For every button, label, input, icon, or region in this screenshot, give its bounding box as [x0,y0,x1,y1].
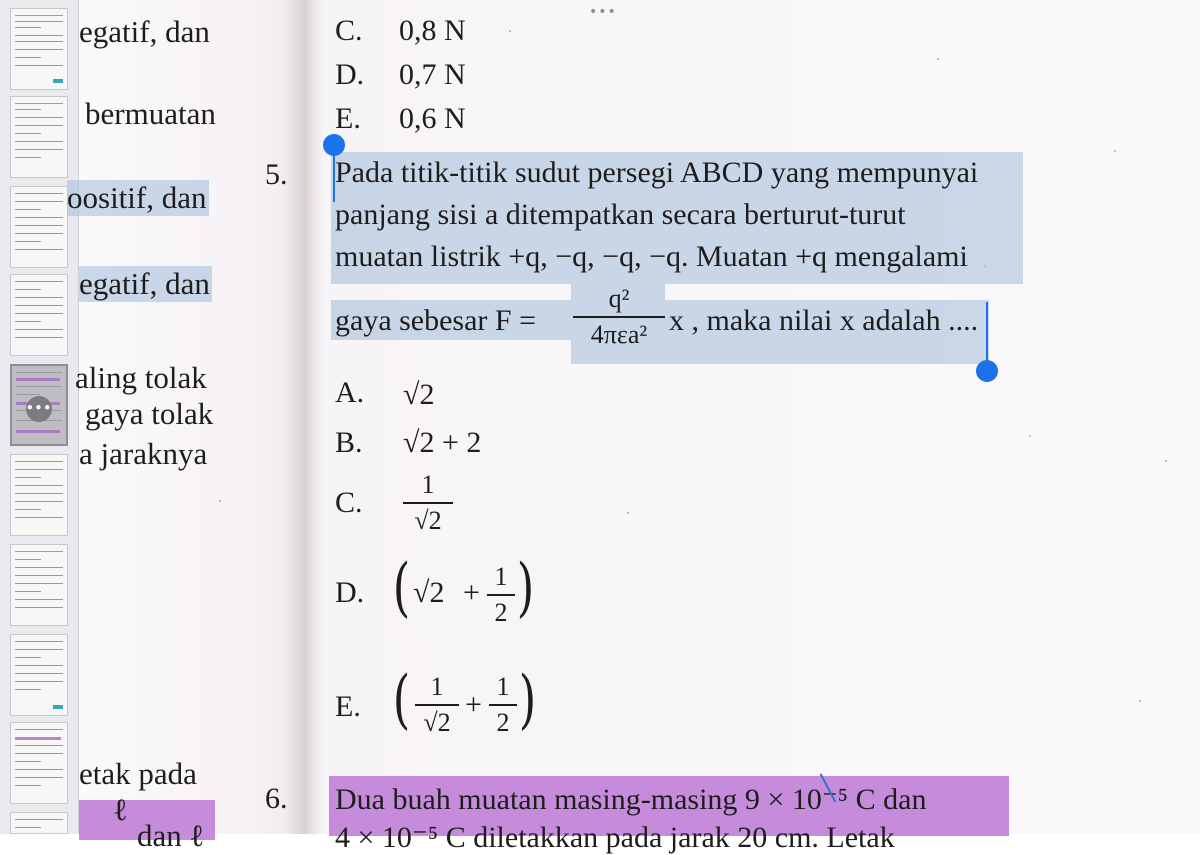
selection-end-handle[interactable] [976,360,998,382]
fraction-denominator: 2 [496,708,510,737]
question-text-line: 4 × 10⁻⁵ C diletakkan pada jarak 20 cm. Letak [335,821,895,854]
left-text-fragment: a jaraknya [79,436,208,471]
page-thumbnail[interactable] [10,274,68,356]
option-value: √2 [413,576,445,609]
question-text-line: Dua buah muatan masing-masing 9 × 10⁻⁵ C dan [335,783,927,816]
thumbnail-sidebar [0,0,79,834]
question-text-line: gaya sebesar F = [335,304,537,337]
close-paren: ) [518,663,537,737]
page-thumbnail[interactable] [10,634,68,716]
option-letter: E. [335,690,361,723]
option-letter: C. [335,14,363,47]
option-fraction [403,470,453,536]
option-letter: D. [335,576,365,609]
page-thumbnail[interactable] [10,186,68,268]
option-fraction [415,672,459,738]
formula-numerator: q² [608,284,630,313]
option-fraction [487,562,515,628]
formula-fraction [573,284,665,350]
option-value: √2 + 2 [403,426,482,459]
option-fraction [489,672,517,738]
option-value: √2 [403,378,435,411]
fraction-numerator: 1 [494,562,508,591]
selection-start-caret [333,150,335,202]
open-paren: ( [392,663,411,737]
thumbnail-more-icon[interactable]: ••• [26,396,52,422]
left-text-fragment: dan ℓ [137,818,205,853]
more-options-icon[interactable]: ••• [589,4,617,20]
fraction-numerator: 1 [496,672,510,701]
left-text-fragment-highlighted: egatif, dan [79,266,210,301]
fraction-denominator: 2 [494,598,508,627]
left-text-fragment: egatif, dan [79,14,210,49]
fraction-denominator: √2 [414,506,442,535]
question-text-line: Pada titik-titik sudut persegi ABCD yang mempunyai [335,156,979,189]
plus-sign: + [465,688,482,721]
left-text-fragment: ℓ [113,792,128,827]
question-number: 6. [265,782,288,815]
page-thumbnail[interactable] [10,812,68,834]
selection-end-caret [986,302,988,364]
fraction-numerator: 1 [430,672,444,701]
option-letter: B. [335,426,363,459]
page-thumbnail[interactable] [10,722,68,804]
document-page [67,0,1200,854]
scan-shadow [289,0,323,834]
question-number: 5. [265,158,288,191]
option-letter: A. [335,376,365,409]
page-thumbnail[interactable] [10,454,68,536]
left-text-fragment-highlighted: oositif, dan [67,180,207,215]
option-value: 0,8 N [399,14,466,47]
plus-sign: + [463,576,480,609]
formula-denominator: 4πεa² [590,320,648,349]
option-value: 0,7 N [399,58,466,91]
page-thumbnail[interactable] [10,544,68,626]
question-text-line: muatan listrik +q, −q, −q, −q. Muatan +q mengalami [335,240,968,273]
option-letter: C. [335,486,363,519]
page-thumbnail[interactable] [10,96,68,178]
left-text-fragment: gaya tolak [85,396,214,431]
fraction-numerator: 1 [421,470,435,499]
fraction-denominator: √2 [423,708,451,737]
left-text-fragment: bermuatan [85,96,216,131]
close-paren: ) [516,551,535,625]
option-letter: E. [335,102,361,135]
question-text-line: x , maka nilai x adalah .... [669,304,979,337]
page-thumbnail[interactable] [10,8,68,90]
open-paren: ( [392,551,411,625]
option-value: 0,6 N [399,102,466,135]
left-text-fragment: etak pada [79,756,197,791]
left-text-fragment: aling tolak [75,360,207,395]
option-letter: D. [335,58,365,91]
question-text-line: panjang sisi a ditempatkan secara berturut-turut [335,198,906,231]
